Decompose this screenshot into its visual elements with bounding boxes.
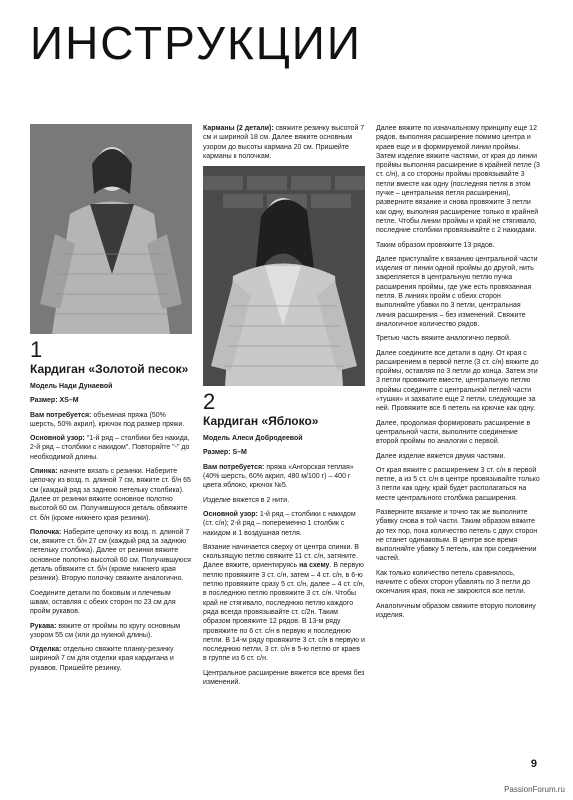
size-paragraph [203, 448, 365, 457]
size-value: XS–M [57, 397, 79, 405]
model-author-text: Модель Алеси Добродеевой [203, 435, 303, 443]
page-title: ИНСТРУКЦИИ [30, 17, 362, 69]
sleeves-paragraph [30, 622, 192, 641]
model-number: 1 [30, 337, 43, 362]
model-author-text: Модель Нади Дунаевой [30, 383, 113, 390]
start-text-pre: Вязание начинается сверху от центра спинки. В скользящую петлю свяжите 11 ст. с/н, затяните. Далее вяжите, ориентируясь [203, 543, 359, 570]
page-number: 9 [530, 758, 537, 770]
main-pattern-text: "1-й ряд – столбики без накида, 2-й ряд – столбики с накидом". Повторяйте "-" до необходимой длины. [30, 435, 190, 461]
scheme-link: на схему [299, 562, 330, 570]
watermark: PassionForum.ru [504, 785, 565, 794]
pockets-label: Карманы (2 детали): [203, 125, 274, 132]
materials-text: объемная пряжа (50% шерсть, 50% акрил), крючок под размер пряжи. [30, 411, 185, 428]
materials-label: Вам потребуется: [30, 411, 92, 419]
paragraph: Аналогичным образом свяжите вторую половину изделия. [376, 602, 536, 619]
model-number: 2 [203, 389, 216, 415]
back-paragraph [30, 467, 192, 523]
model-author [30, 382, 192, 391]
main-pattern-label: Основной узор: [203, 510, 258, 518]
pockets-paragraph [203, 124, 365, 161]
photo-image [203, 166, 365, 386]
finish-text: отдельно свяжите планку-резинку шириной 7 см для отделки края кардигана и рукавов. Пришейте резинку. [30, 646, 174, 672]
center-paragraph: Центральное расширение вяжется все время без изменений. [203, 669, 365, 687]
start-text-post: . В первую петлю провяжите 3 ст. с/н, затем – 4 ст. с/н, в 6-ю петлю провяжите сразу 5 ст. с/н, далее – 4 ст. с/н, в последнюю петлю провяжите 3 ст. с/н. Чтобы край не стягивало, последнюю петлю каждого ряда всегда провязывайте ст. с/2н. Таким образом провяжите 12 рядов. В 13-м ряду провяжите по 6 ст. с/н в первую и последнюю петли. В 14-м ряду провяжите 3 ст. с/н в первую и последнюю петли, 3 ст. с/н в 5-ю петлю от краев в группе из 6 ст. с/н. [203, 562, 365, 663]
paragraph: Третью часть вяжите аналогично первой. [376, 335, 511, 343]
materials-paragraph [30, 411, 192, 430]
size-label: Размер: [30, 397, 58, 405]
paragraph: Далее, продолжая формировать расширение в центральной части, выполните соединение второй проймы по аналогии с первой. [376, 419, 531, 446]
photo-image [30, 124, 192, 334]
materials-text: пряжа «Ангорская теплая» (40% шерсть, 60% акрил, 480 м/100 г) – 400 г цвета яблоко, крючок №5. [203, 463, 354, 490]
size-paragraph [30, 396, 192, 405]
shelf-paragraph [30, 528, 192, 584]
main-pattern-text: 1-й ряд – столбики с накидом (ст. с/н); 2-й ряд – попеременно 1 столбик с накидом и 1 воздушная петля. [203, 510, 356, 537]
start-paragraph [203, 543, 365, 664]
model-title: Кардиган «Золотой песок» [30, 362, 189, 376]
paragraph: Далее приступайте к вязанию центральной части изделия от линии одной проймы до другой, нить закрепляется в центральную петлю пучка расширения проймы, где уже есть провязанная петля. В линиях пройм с обеих сторон выполняйте убавки по 3 петли, центральная линия расширения – без изменений. Свяжите аналогичное количество рядов. [376, 255, 538, 328]
size-label: Размер: [203, 449, 231, 457]
main-pattern-paragraph [203, 510, 365, 538]
photo-cardigan-apple [203, 166, 365, 386]
back-label: Спинка: [30, 468, 58, 476]
finish-label: Отделка: [30, 646, 62, 654]
finish-paragraph [30, 645, 192, 673]
join-paragraph: Соедините детали по боковым и плечевым швам, оставляя с обеих сторон по 23 см для пройм рукавов. [30, 589, 176, 616]
materials-label: Вам потребуется: [203, 463, 265, 471]
column-left [30, 124, 192, 678]
main-pattern-paragraph [30, 434, 192, 462]
paragraph: Таким образом провяжите 13 рядов. [376, 241, 495, 249]
paragraph: От края вяжите с расширением 3 ст. с/н в первой петле, а из 5 ст. с/н в центре провязывайте только 3 петли как одну, край будет располагаться на месте центрального столбика расширения. [376, 466, 540, 502]
photo-cardigan-golden-sand [30, 124, 192, 334]
main-pattern-label: Основной узор: [30, 435, 85, 443]
threads-paragraph: Изделие вяжется в 2 нити. [203, 496, 290, 504]
materials-paragraph [203, 463, 365, 491]
paragraph: Разверните вязание и точно так же выполните убавку снова в той части. Таким образом вяжите до тех пор, пока количество петель с двух сторон не станет одинаковым. В центре все время выполняйте убавку 5 петель, как при соединении частей. [376, 508, 538, 563]
model-author [203, 434, 365, 443]
sleeves-text: вяжите от проймы по кругу основным узором 55 см (или до нужной длины). [30, 622, 181, 639]
column-middle [203, 124, 365, 692]
size-value: S–M [230, 449, 247, 457]
paragraph: Далее соедините все детали в одну. От края с расширением в первой петле (3 ст. с/н) вяжите до проймы, оставляя по 3 петли до конца. Затем эти 3 петли провяжите вместе, центральную петлю проймы соедините с центральной петлей части «тушки» и захватите еще 2 петли, следующие за ней. Провяжите все 6 петель на крючке как одну. [376, 349, 539, 413]
back-text: начните вязать с резинки. Наберите цепочку из возд. п. длиной 7 см, вяжите ст. б/н 65 см (каждый ряд за заднюю петельку столбика). Далее от резинки вяжите основное полотно высотой 60 см. Получившуюся деталь обвяжите ст. б/н (кроме нижнего края резинки). [30, 468, 191, 522]
pockets-text: свяжите резинку высотой 7 см и шириной 18 см. Далее вяжите основным узором до высоты кармана 20 см. Пришейте карманы к полочкам. [203, 125, 365, 160]
shelf-text: Наберите цепочку из возд. п. длиной 7 см, вяжите ст. б/н 27 см (каждый ряд за заднюю петельку столбика). Далее от резинки вяжите основное полотно высотой 60 см. Получившуюся деталь обвяжите ст. б/н (кроме нижнего края резинки). Вторую полочку свяжите аналогично. [30, 528, 191, 583]
model-title: Кардиган «Яблоко» [203, 414, 319, 429]
paragraph: Далее вяжите по изначальному принципу еще 12 рядов, выполняя расширение помимо центра и краев еще и в формируемой линии проймы. Затем изделие вяжите частями, от края до линии проймы выполняя расширение в крайней петле (3 ст. с/н), а со стороны проймы провязывайте 3 петли вместе как одну (последняя петля в этом пучке – центральная петля расширения), разверните вязание и снова провяжите 3 петли как одну, выполняя расширение только в крайней петле. Чтобы линии проймы и край не стягивало, последние столбики провязывайте с 2 накидами. [376, 125, 540, 235]
sleeves-label: Рукава: [30, 622, 57, 630]
column-right [376, 124, 541, 625]
paragraph: Далее изделие вяжется двумя частями. [376, 452, 506, 460]
paragraph: Как только количество петель сравнялось, начните с обеих сторон убавлять по 3 петли до окончания края, пока не закроются все петли. [376, 569, 531, 596]
shelf-label: Полочка: [30, 528, 62, 536]
